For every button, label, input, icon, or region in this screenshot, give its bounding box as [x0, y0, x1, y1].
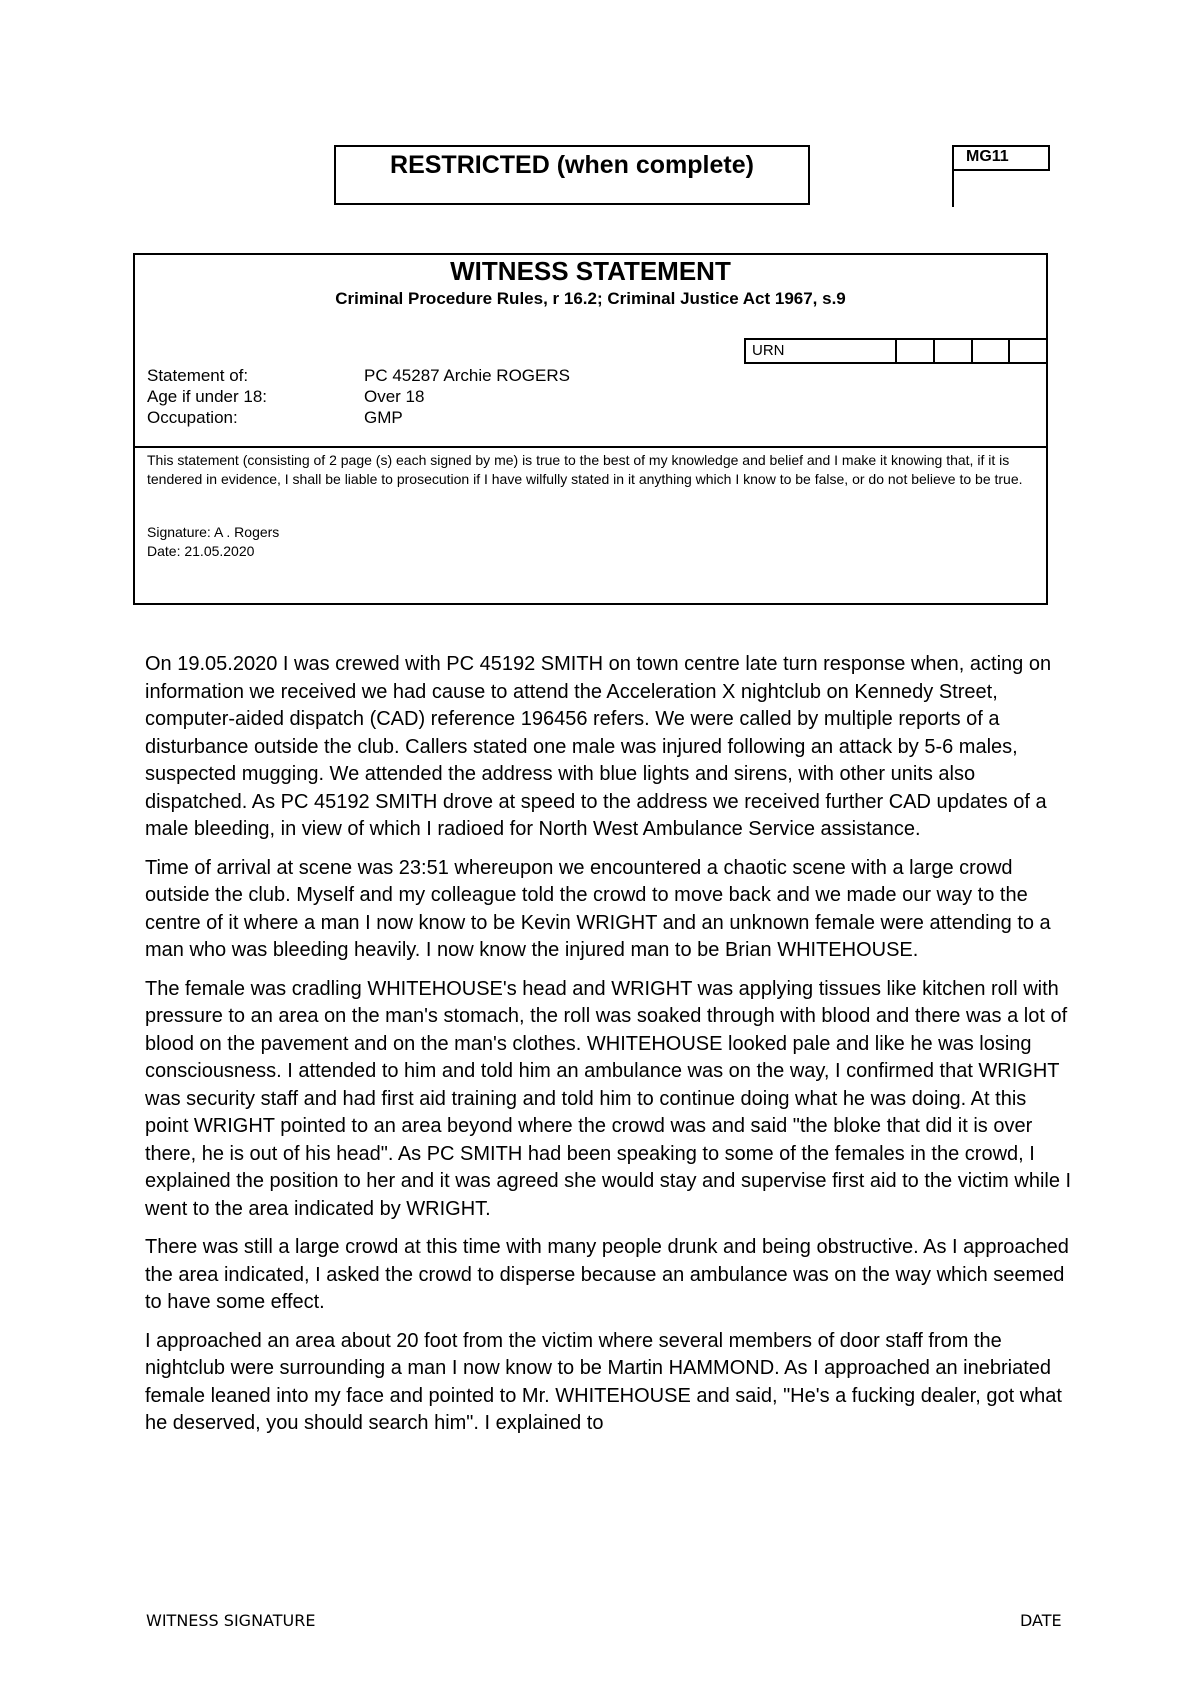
footer-witness-signature: WITNESS SIGNATURE — [146, 1611, 316, 1630]
urn-field — [744, 338, 1048, 364]
detail-value: GMP — [364, 408, 403, 427]
signature-date: Date: 21.05.2020 — [147, 543, 255, 559]
witness-details — [147, 365, 570, 428]
signature-line: Signature: A . Rogers — [147, 524, 280, 540]
detail-label: Occupation: — [147, 408, 238, 427]
footer-date: DATE — [1020, 1611, 1062, 1630]
form-code-divider — [952, 169, 954, 207]
statement-paragraph: The female was cradling WHITEHOUSE's head and WRIGHT was applying tissues like kitchen roll with pressure to an area on the man's stomach, the roll was soaked through with blood and there was a lot of blood on the pavement and on the man's clothes. WHITEHOUSE looked pale and like he was losing consciousness. I attended to him and told him an ambulance was on the way, I confirmed that WRIGHT was security staff and had first aid training and told him to continue doing what he was doing. At this point WRIGHT pointed to an area beyond where the crowd was and said "the bloke that did it is over there, he is out of his head". As PC SMITH had been speaking to some of the females in the crowd, I explained the position to her and it was agreed she would stay and supervise first aid to the victim while I went to the area indicated by WRIGHT. — [145, 977, 1072, 1220]
statement-title: WITNESS STATEMENT — [450, 256, 731, 286]
statement-paragraph: There was still a large crowd at this time with many people drunk and being obstructive. As I approached the area indicated, I asked the crowd to disperse because an ambulance was on the way which seemed to have some effect. — [145, 1236, 1069, 1313]
form-code: MG11 — [966, 148, 1009, 165]
restricted-label: RESTRICTED (when complete) — [390, 151, 754, 179]
detail-row-statement-of — [147, 365, 570, 386]
detail-value: Over 18 — [364, 387, 425, 406]
detail-row-occupation — [147, 407, 570, 428]
statement-paragraph: Time of arrival at scene was 23:51 whereupon we encountered a chaotic scene with a large crowd outside the club. Myself and my colleague told the crowd to move back and we made our way to the centre of it where a man I now know to be Kevin WRIGHT and an unknown female were attending to a man who was bleeding heavily. I now know the injured man to be Brian WHITEHOUSE. — [145, 856, 1051, 961]
detail-label: Statement of: — [147, 366, 249, 385]
detail-row-age — [147, 386, 570, 407]
signature-block — [147, 523, 279, 561]
urn-cell — [897, 340, 935, 362]
restricted-banner — [334, 145, 810, 205]
section-divider — [135, 446, 1046, 448]
detail-value: PC 45287 Archie ROGERS — [364, 366, 570, 385]
witness-statement-box — [133, 253, 1048, 605]
urn-label: URN — [746, 340, 897, 362]
statement-subtitle: Criminal Procedure Rules, r 16.2; Criminal Justice Act 1967, s.9 — [335, 289, 846, 308]
statement-paragraph: On 19.05.2020 I was crewed with PC 45192 SMITH on town centre late turn response when, acting on information we received we had cause to attend the Acceleration X nightclub on Kennedy Street, computer-aided dispatch (CAD) reference 196456 refers. We were called by multiple reports of a disturbance outside the club. Callers stated one male was injured following an attack by 5-6 males, suspected mugging. We attended the address with blue lights and sirens, with other units also dispatched. As PC 45192 SMITH drove at speed to the address we received further CAD updates of a male bleeding, in view of which I radioed for North West Ambulance Service assistance. — [145, 653, 1052, 840]
form-code-box — [952, 145, 1050, 171]
declaration-text: This statement (consisting of 2 page (s) each signed by me) is true to the best of my knowledge and belief and I make it knowing that, if it is tendered in evidence, I shall be liable to prosecution if I have wilfully stated in it anything which I know to be false, or do not believe to be true. — [147, 452, 1023, 487]
urn-cell — [935, 340, 973, 362]
urn-cell — [1010, 340, 1048, 362]
statement-paragraph: I approached an area about 20 foot from the victim where several members of door staff from the nightclub were surrounding a man I now know to be Martin HAMMOND. As I approached an inebriated female leaned into my face and pointed to Mr. WHITEHOUSE and said, "He's a fucking dealer, got what he deserved, you should search him". I explained to — [145, 1329, 1062, 1434]
urn-cell — [973, 340, 1011, 362]
detail-label: Age if under 18: — [147, 387, 268, 406]
statement-body — [145, 651, 1075, 1449]
